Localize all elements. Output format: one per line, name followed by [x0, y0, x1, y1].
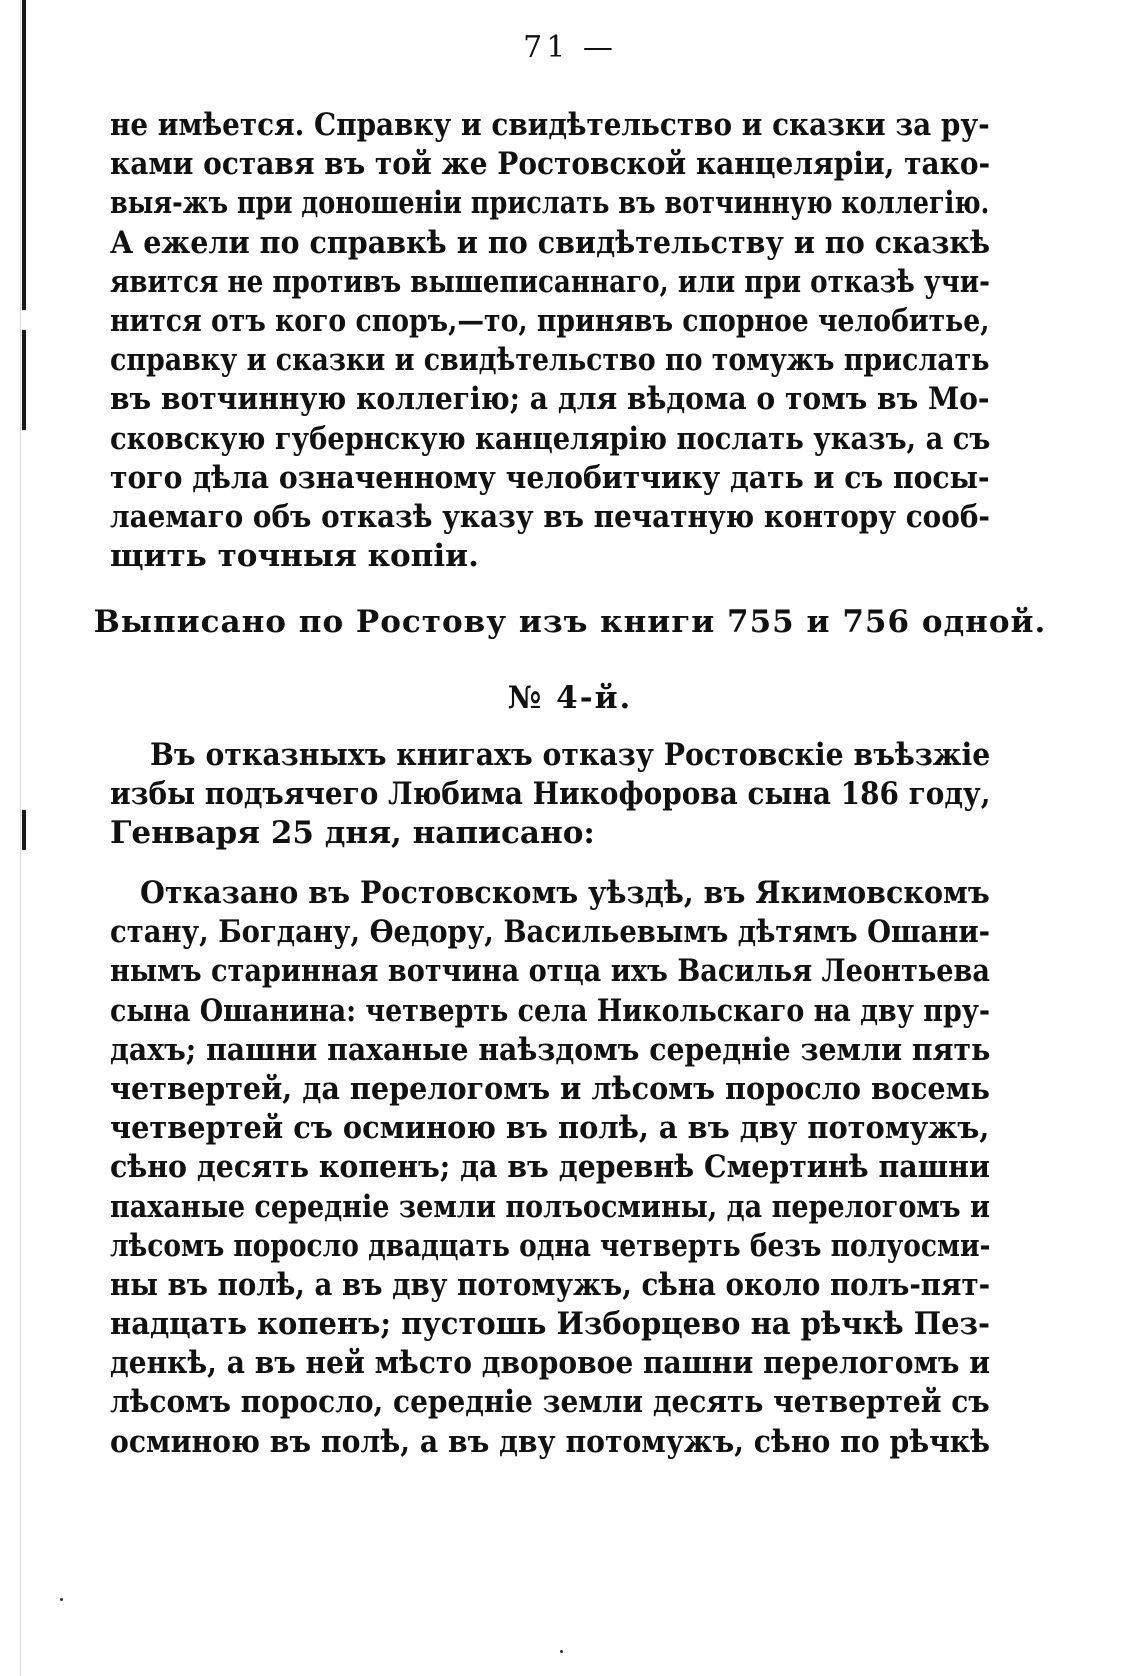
- scan-speck: [560, 1650, 563, 1653]
- text-line: лѣсомъ поросло двадцать одна четверть безъ полуосми-: [110, 1227, 991, 1264]
- text-line: стану, Богдану, Ѳедору, Васильевымъ дѣтямъ Ошани-: [110, 914, 991, 951]
- text-line: надцать копенъ; пустошь Изборцево на рѣчкѣ Пез-: [110, 1306, 991, 1343]
- text-line: осминою въ полѣ, а въ дву потомужъ, сѣно по рѣчкѣ: [110, 1423, 991, 1460]
- text-line: паханые середніе земли полъосмины, да перелогомъ и: [110, 1188, 991, 1225]
- text-line: того дѣла означенному челобитчику дать и съ посы-: [110, 459, 990, 496]
- margin-line-lower: [22, 810, 26, 850]
- text-line: нымъ старинная вотчина отца ихъ Василья Леонтьева: [110, 953, 990, 990]
- text-line: А ежели по справкѣ и по свидѣтельству и по сказкѣ: [110, 224, 991, 261]
- text-line: Генваря 25 дня, написано:: [110, 815, 595, 852]
- text-line: нится отъ кого споръ,—то, принявъ спорное челобитье,: [110, 302, 990, 339]
- source-note: Выписано по Ростову изъ книги 755 и 756 одной.: [93, 604, 1047, 640]
- page-number: 71 —: [523, 30, 617, 65]
- paragraph-continued: [110, 106, 990, 576]
- text-line: выя-жъ при доношеніи прислать въ вотчинную коллегію.: [110, 185, 990, 222]
- text-line: сына Ошанина: четверть села Никольскаго на дву пру-: [110, 992, 991, 1029]
- text-line: четвертей съ осминою въ полѣ, а въ дву потомужъ,: [110, 1110, 990, 1147]
- text-line: сковскую губернскую канцелярію послать указъ, а съ: [110, 420, 991, 457]
- text-line: щить точныя копіи.: [110, 538, 479, 575]
- section-heading: № 4-й.: [507, 680, 633, 716]
- text-line: сѣно десять копенъ; да въ деревнѣ Смертинѣ пашни: [110, 1149, 991, 1186]
- document-intro: [110, 736, 990, 854]
- document-body: [110, 874, 990, 1462]
- text-line: лаемаго объ отказѣ указу въ печатную контору сооб-: [110, 498, 990, 535]
- text-line: лѣсомъ поросло, середніе земли десять четвертей съ: [110, 1384, 990, 1421]
- text-line: явится не противъ вышеписаннаго, или при отказѣ учи-: [110, 263, 991, 300]
- binding-shadow: [20, 0, 21, 1676]
- text-line: четвертей, да перелогомъ и лѣсомъ поросло восемь: [110, 1070, 990, 1107]
- margin-line-middle: [22, 330, 26, 430]
- scan-speck: [60, 1598, 63, 1601]
- text-line: Въ отказныхъ книгахъ отказу Ростовскіе въѣзжіе: [150, 737, 991, 773]
- text-line: избы подъячего Любима Никофорова сына 186 году,: [110, 776, 991, 813]
- text-line: дахъ; пашни паханые наѣздомъ середніе земли пять: [110, 1031, 991, 1068]
- text-line: не имѣется. Справку и свидѣтельство и сказки за ру-: [110, 107, 990, 143]
- text-line: въ вотчинную коллегію; а для вѣдома о томъ въ Мо-: [110, 381, 990, 418]
- text-line: Отказано въ Ростовскомъ уѣздѣ, въ Якимовскомъ: [140, 875, 990, 911]
- text-line: ками оставя въ той же Ростовской канцеляріи, тако-: [110, 146, 991, 183]
- text-line: справку и сказки и свидѣтельство по томужъ прислать: [110, 342, 990, 379]
- text-line: ны въ полѣ, а въ дву потомужъ, сѣна около полъ-пят-: [110, 1266, 991, 1303]
- text-line: денкѣ, а въ ней мѣсто дворовое пашни перелогомъ и: [110, 1345, 991, 1382]
